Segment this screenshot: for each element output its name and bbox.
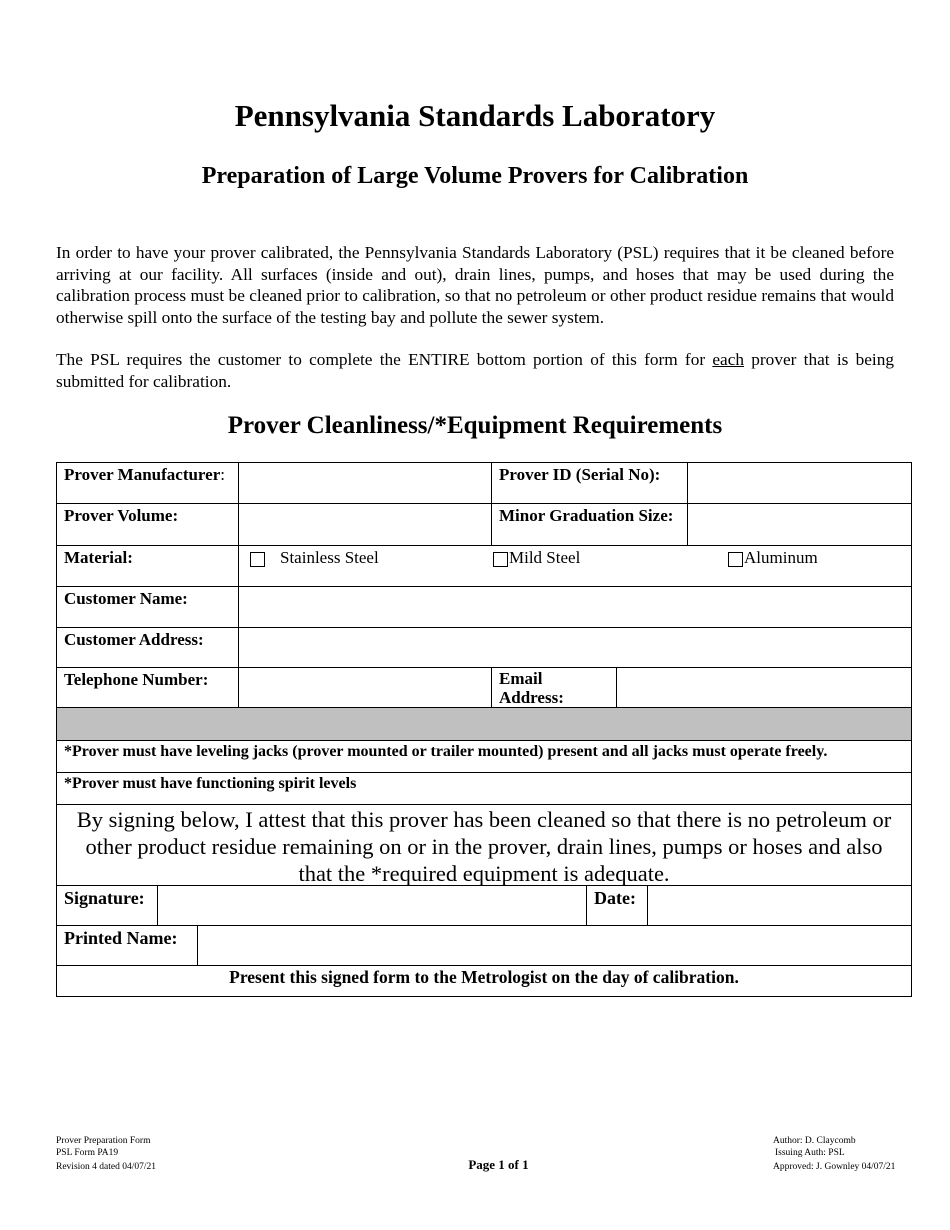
page-title: Pennsylvania Standards Laboratory [234,98,716,133]
form-row-customer-name [57,587,911,628]
signature-field[interactable] [157,886,587,925]
prover-id-field[interactable] [687,463,912,503]
prover-manufacturer-label: Prover Manufacturer: [64,465,225,484]
footer-form-title: Prover Preparation Form [56,1136,151,1146]
section-title: Prover Cleanliness/*Equipment Requirements [227,412,723,439]
attestation-statement: By signing below, I attest that this prover has been cleaned so that there is no petroleum or other product residue remaining on or in the prover, drain lines, pumps or hoses and also that the *required equipment is adequate. [57,805,911,886]
customer-name-label: Customer Name: [64,589,188,608]
email-label: Email Address: [491,668,617,707]
material-options [238,546,913,586]
stainless-steel-checkbox[interactable] [250,552,265,567]
footer-revision: Revision 4 dated 04/07/21 [56,1162,157,1172]
stainless-steel-option: Stainless Steel [280,548,379,567]
form-row-manufacturer [57,463,911,504]
date-field[interactable] [647,886,913,925]
customer-address-label: Customer Address: [64,630,204,649]
form-row-telephone [57,668,911,708]
mild-steel-option: Mild Steel [509,548,581,567]
telephone-label: Telephone Number: [64,670,209,689]
email-field[interactable] [616,668,913,707]
instruction-underlined-word: each [712,350,745,369]
material-label: Material: [64,548,133,567]
form-row-customer-address [57,628,911,668]
telephone-field[interactable] [238,668,492,707]
date-label: Date: [586,886,648,925]
instruction-text-start: The PSL requires the customer to complete the ENTIRE bottom portion of this form for [56,350,713,369]
footer-approval: Approved: J. Gownley 04/07/21 [773,1162,896,1172]
prover-manufacturer-field[interactable] [238,463,492,503]
requirement-spirit-levels: *Prover must have functioning spirit levels [57,773,911,805]
printed-name-field[interactable] [197,926,913,965]
footer-issuing-authority: Issuing Auth: PSL [775,1147,845,1158]
form-row-printed-name [57,926,911,966]
footer-author: Author: D. Claycomb [773,1136,856,1146]
prover-form [56,462,912,997]
prover-volume-label: Prover Volume: [64,506,179,525]
form-row-volume [57,504,911,546]
instruction-paragraph [56,349,894,392]
page-subtitle: Preparation of Large Volume Provers for Calibration [201,163,749,189]
aluminum-checkbox[interactable] [728,552,743,567]
instruction-text-end: prover that is being submitted for calibration. [56,350,894,391]
page-number: Page 1 of 1 [468,1157,529,1172]
signature-label: Signature: [64,888,145,908]
intro-paragraph: In order to have your prover calibrated, the Pennsylvania Standards Laboratory (PSL) requires that it be cleaned before arriving at our facility. All surfaces (inside and out), drain lines, pumps, and hoses that may be used during the calibration process must be cleaned prior to calibration, so that no petroleum or other product residue remains that would otherwise spill onto the surface of the testing bay and pollute the sewer system. [56,243,894,327]
prover-id-label: Prover ID (Serial No): [491,463,688,503]
printed-name-label: Printed Name: [64,928,178,948]
prover-volume-field[interactable] [238,504,492,545]
form-row-material [57,546,911,587]
footer-right [773,1136,895,1174]
shaded-separator [57,708,911,741]
closing-note: Present this signed form to the Metrologist on the day of calibration. [229,967,739,987]
aluminum-option: Aluminum [744,548,818,567]
customer-name-field[interactable] [238,587,913,627]
requirement-leveling-jacks: *Prover must have leveling jacks (prover mounted or trailer mounted) present and all jacks must operate freely. [57,741,911,773]
minor-graduation-field[interactable] [687,504,912,545]
footer-form-number: PSL Form PA19 [56,1147,119,1158]
minor-graduation-label: Minor Graduation Size: [491,504,688,545]
form-row-signature [57,886,911,926]
mild-steel-checkbox[interactable] [493,552,508,567]
customer-address-field[interactable] [238,628,913,667]
